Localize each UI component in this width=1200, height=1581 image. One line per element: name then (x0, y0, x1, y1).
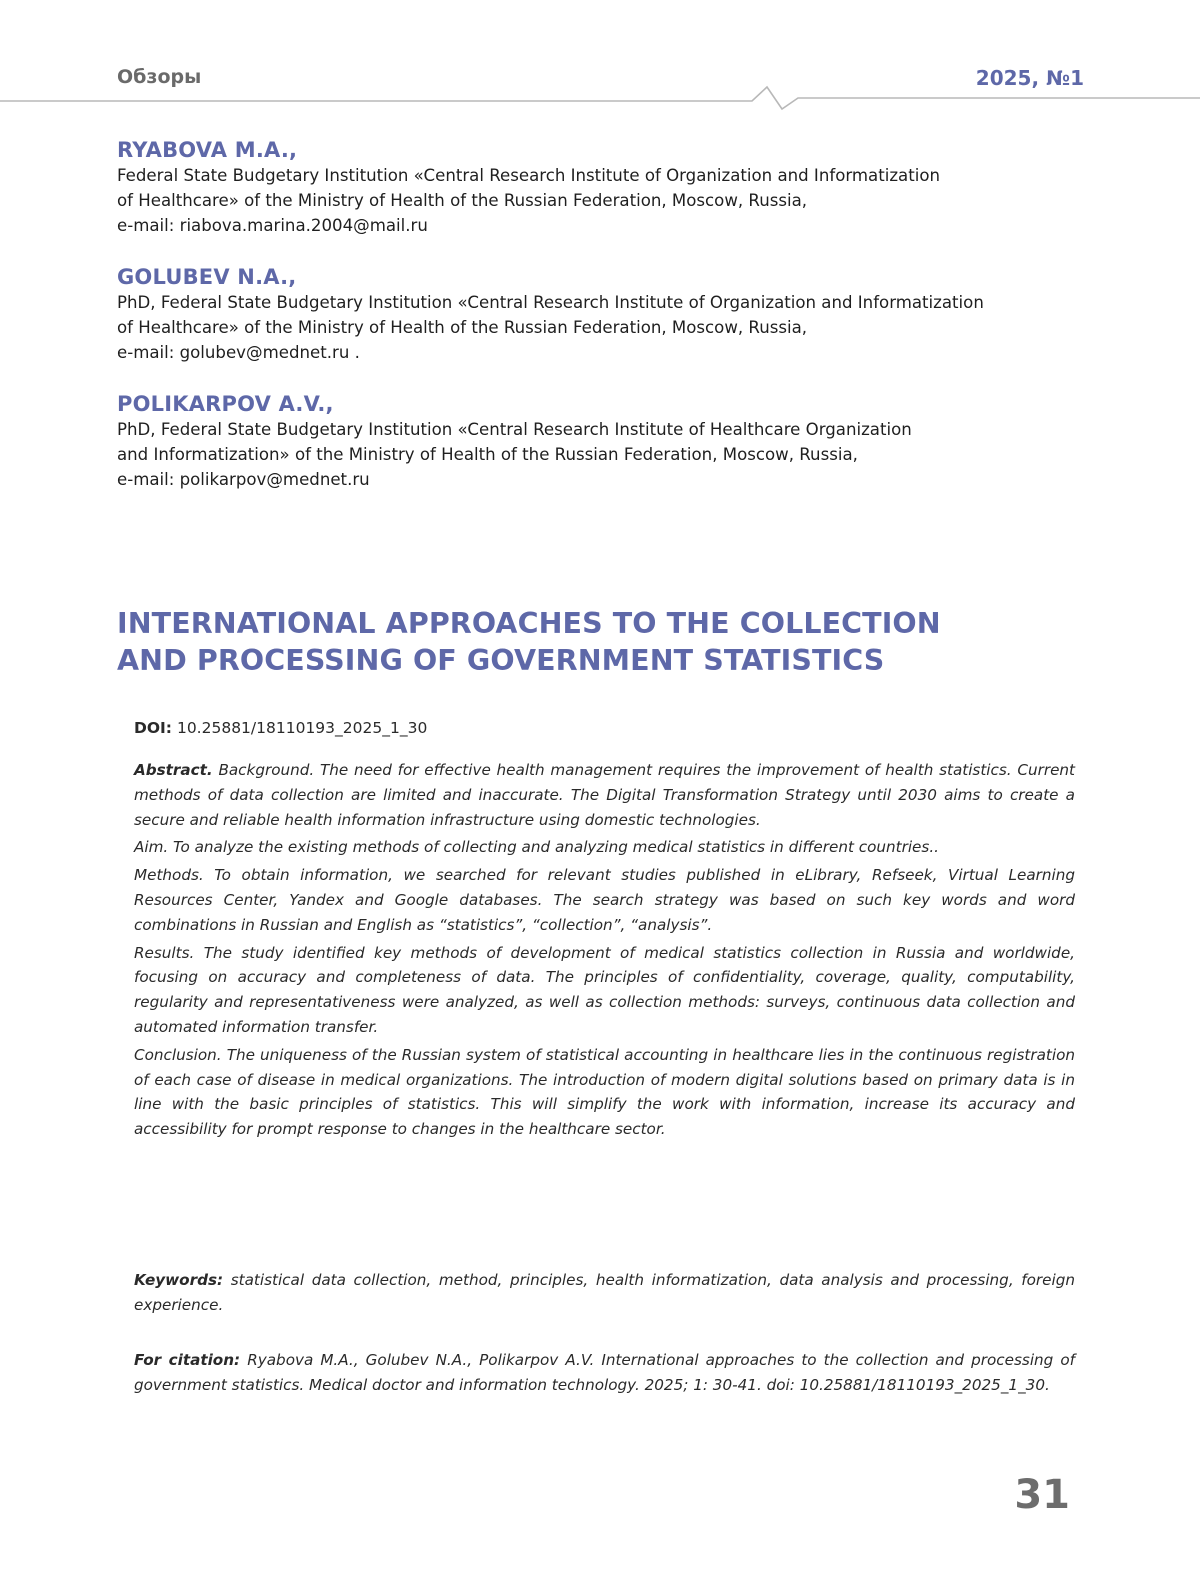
abstract-aim: Aim. To analyze the existing methods of collecting and analyzing medical statistics in different countries.. (134, 838, 939, 857)
doi-line (134, 719, 427, 737)
article-title (117, 605, 1117, 679)
author-email: e-mail: polikarpov@mednet.ru (117, 469, 370, 489)
issue-label: 2025, №1 (975, 66, 1084, 90)
keywords (134, 1268, 1075, 1318)
author-affiliation: of Healthcare» of the Ministry of Health of the Russian Federation, Moscow, Russia, (117, 317, 808, 337)
article-title-line: AND PROCESSING OF GOVERNMENT STATISTICS (117, 644, 885, 677)
author-email: e-mail: golubev@mednet.ru . (117, 342, 360, 362)
section-label: Обзоры (117, 66, 202, 88)
author-affiliation: and Informatization» of the Ministry of Health of the Russian Federation, Moscow, Russia, (117, 444, 858, 464)
header-divider-line (0, 87, 1200, 109)
abstract-methods: Methods. To obtain information, we searched for relevant studies published in eLibrary, Refseek, Virtual Learning Resources Center, Yandex and Google databases. The search strategy was based on such key words and word combinations in Russian and English as “statistics”, “collection”, “analysis”. (134, 866, 1075, 934)
header-divider (0, 84, 1200, 116)
abstract (134, 758, 1075, 1145)
doi-label: DOI: (134, 719, 173, 737)
author-block-ryabova (117, 137, 1077, 238)
author-block-polikarpov (117, 391, 1077, 492)
abstract-conclusion: Conclusion. The uniqueness of the Russian system of statistical accounting in healthcare lies in the continuous registration of each case of disease in medical organizations. The introduction of modern digital solutions based on primary data is in line with the basic principles of statistics. This will simplify the work with information, increase its accuracy and accessibility for prompt response to changes in the healthcare sector. (134, 1045, 1075, 1139)
doi-value: 10.25881/18110193_2025_1_30 (176, 719, 428, 737)
author-affiliation: PhD, Federal State Budgetary Institution «Central Research Institute of Healthcare Organization (117, 420, 912, 439)
keywords-text: statistical data collection, method, principles, health informatization, data analysis and processing, foreign experience. (134, 1271, 1076, 1314)
citation-label: For citation: (134, 1351, 241, 1369)
author-name: GOLUBEV N.A., (117, 265, 297, 289)
author-name: POLIKARPOV A.V., (117, 392, 334, 416)
abstract-background: Background. The need for effective health management requires the improvement of health statistics. Current methods of data collection are limited and inaccurate. The Digital Transformation Strategy until 2030 aims to create a secure and reliable health information infrastructure using domestic technologies. (134, 761, 1075, 829)
citation (134, 1348, 1075, 1398)
author-block-golubev (117, 264, 1077, 365)
citation-text: Ryabova M.A., Golubev N.A., Polikarpov A.V. International approaches to the collection and processing of government statistics. Medical doctor and information technology. 2025; 1: 30-41. doi: 10.25881/18110193_2025_1_30. (134, 1351, 1075, 1394)
author-affiliation: Federal State Budgetary Institution «Central Research Institute of Organization and Informatization (117, 166, 940, 185)
abstract-results: Results. The study identified key methods of development of medical statistics collection in Russia and worldwide, focusing on accuracy and completeness of data. The principles of confidentiality, coverage, quality, computability, regularity and representativeness were analyzed, as well as collection methods: surveys, continuous data collection and automated information transfer. (134, 943, 1075, 1036)
author-name: RYABOVA M.A., (117, 138, 298, 162)
page-number: 31 (1014, 1472, 1070, 1518)
author-affiliation: of Healthcare» of the Ministry of Health of the Russian Federation, Moscow, Russia, (117, 190, 808, 210)
author-affiliation: PhD, Federal State Budgetary Institution «Central Research Institute of Organization and Informatization (117, 293, 984, 312)
keywords-label: Keywords: (134, 1271, 224, 1289)
abstract-background-paragraph (134, 758, 1075, 832)
author-email: e-mail: riabova.marina.2004@mail.ru (117, 215, 428, 235)
abstract-label: Abstract. (134, 761, 213, 779)
article-title-line: INTERNATIONAL APPROACHES TO THE COLLECTION (117, 607, 941, 640)
